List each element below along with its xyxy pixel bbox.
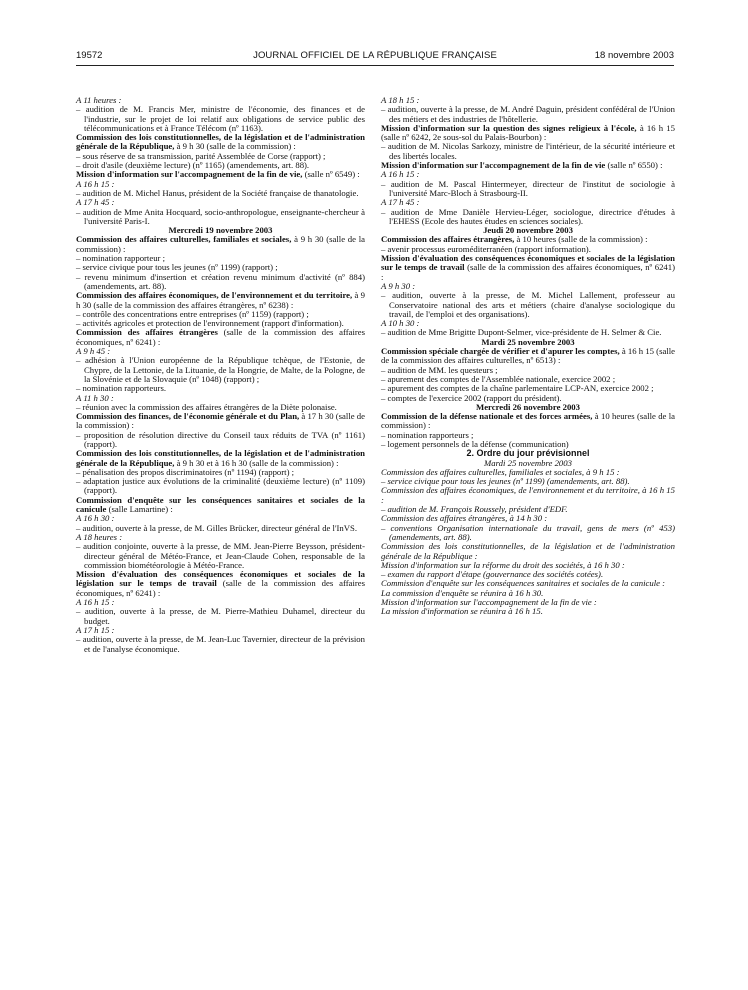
agenda-item: – contrôle des concentrations entre entreprises (nº 1159) (rapport) ; <box>76 308 309 319</box>
commission-name: Commission de la défense nationale et des forces armées, <box>381 411 593 422</box>
commission-heading <box>76 235 365 254</box>
agenda-item: – audition de Mme Danièle Hervieu-Léger, sociologue, directrice d'études à l'EHESS (Ecole des hautes études en sciences sociales). <box>381 206 675 226</box>
agenda-item: – audition de M. Pascal Hintermeyer, directeur de l'institut de sociologie à l'université Marc-Bloch à Strasbourg-II. <box>381 178 675 198</box>
commission-name: Commission des finances, de l'économie générale et du Plan, <box>76 411 300 422</box>
commission-heading <box>381 254 675 282</box>
day-heading: Mardi 25 novembre 2003 <box>481 336 575 347</box>
agenda-item: – revenu minimum d'insertion et création revenu minimum d'activité (nº 884) (amendements, art. 88). <box>76 271 365 291</box>
day-heading: Mercredi 19 novembre 2003 <box>168 225 273 236</box>
agenda-item: – avenir processus euroméditerranéen (rapport information). <box>381 243 591 254</box>
commission-heading <box>76 496 365 515</box>
agenda-item: – logement personnels de la défense (communication) <box>381 438 569 449</box>
agenda-item: – service civique pour tous les jeunes (nº 1199) (amendements, art. 88). <box>381 476 630 487</box>
meeting-note: Mission d'information sur la réforme du droit des sociétés, à 16 h 30 : <box>381 559 625 570</box>
time-slot: A 9 h 45 : <box>76 346 111 357</box>
agenda-item: – proposition de résolution directive du Conseil taux réduits de TVA (nº 1161) (rapport). <box>76 429 365 449</box>
commission-heading <box>76 291 365 310</box>
agenda-item: – audition, ouverte à la presse, de M. Jean-Luc Tavernier, directeur de la prévision et de l'analyse économique. <box>76 634 365 654</box>
time-slot: A 17 h 45 : <box>76 197 115 208</box>
meeting-note: La commission d'enquête se réunira à 16 h 30. <box>381 587 544 598</box>
agenda-item: – audition de M. Nicolas Sarkozy, ministre de l'intérieur, de la sécurité intérieure et des libertés locales. <box>381 141 675 161</box>
commission-heading <box>381 347 675 366</box>
time-slot: A 16 h 15 : <box>76 597 115 608</box>
left-column <box>76 96 365 654</box>
agenda-item: – apurement des comptes de l'Assemblée nationale, exercice 2002 ; <box>381 373 616 384</box>
section-title: 2. Ordre du jour prévisionnel <box>466 448 590 459</box>
commission-heading: Commission des affaires économiques, de l'environnement et du territoire, à 16 h 15 : <box>381 485 675 505</box>
meeting-note: La mission d'information se réunira à 16 h 15. <box>381 606 543 617</box>
time-slot: A 9 h 30 : <box>381 280 416 291</box>
agenda-item: – audition de M. François Roussely, président d'EDF. <box>381 504 568 515</box>
session-details: à 17 h 30 (salle de la commission) : <box>76 411 365 431</box>
session-details: (salle Lamartine) : <box>106 504 173 515</box>
agenda-item: – conventions Organisation internationale du travail, gens de mers (nº 453) (amendements, art. 88). <box>381 522 675 542</box>
session-details: à 9 h 30 (salle de la commission) : <box>76 234 366 254</box>
right-column <box>381 96 675 617</box>
commission-heading <box>76 170 365 179</box>
agenda-item: – droit d'asile (deuxième lecture) (nº 1165) (amendements, art. 88). <box>76 160 310 171</box>
agenda-item: – service civique pour tous les jeunes (nº 1199) (rapport) ; <box>76 262 278 273</box>
agenda-item: – sous réserve de sa transmission, parité Assemblée de Corse (rapport) ; <box>76 150 326 161</box>
commission-heading <box>76 449 365 468</box>
time-slot: A 16 h 15 : <box>76 178 115 189</box>
commission-name: Mission d'information sur l'accompagnement de la fin de vie, <box>76 169 303 180</box>
agenda-item: – audition de M. Francis Mer, ministre de l'économie, des finances et de l'industrie, sur le projet de loi relatif aux obligations de service public des télécommunications et à France Télécom (nº 1163). <box>76 104 365 133</box>
agenda-item: – audition de Mme Anita Hocquard, socio-anthropologue, enseignante-chercheur à l'université Paris-I. <box>76 206 365 226</box>
session-details: à 9 h 30 et à 16 h 30 (salle de la commission) : <box>174 457 339 468</box>
page-number: 19572 <box>76 50 103 61</box>
session-details: à 9 h 30 (salle de la commission) : <box>174 141 296 152</box>
session-details: à 10 heures (salle de la commission) : <box>514 234 648 245</box>
agenda-item: – audition, ouverte à la presse, de M. Pierre-Mathieu Duhamel, directeur du budget. <box>76 606 365 626</box>
commission-heading: Commission des affaires étrangères, à 14 h 30 : <box>381 513 548 524</box>
commission-name: Commission spéciale chargée de vérifier et d'apurer les comptes, <box>381 346 620 357</box>
agenda-item: – adaptation justice aux évolutions de la criminalité (deuxième lecture) (nº 1109) (rapport). <box>76 476 365 496</box>
time-slot: A 16 h 30 : <box>76 513 115 524</box>
time-slot: A 18 heures : <box>76 531 123 542</box>
agenda-item: – activités agricoles et protection de l'environnement (rapport d'information). <box>76 318 344 329</box>
commission-heading <box>381 412 675 431</box>
agenda-item: – audition de MM. les questeurs ; <box>381 364 498 375</box>
agenda-item: – audition de Mme Brigitte Dupont-Selmer, vice-présidente de H. Selmer & Cie. <box>381 327 662 338</box>
time-slot: A 16 h 15 : <box>381 169 420 180</box>
commission-heading <box>76 133 365 152</box>
time-slot: A 11 h 30 : <box>76 392 114 403</box>
session-details: à 9 h 30 (salle de la commission des affaires étrangères, nº 6238) : <box>76 290 366 310</box>
commission-name: Commission des affaires étrangères <box>76 327 218 338</box>
agenda-item: – pénalisation des propos discriminatoires (nº 1194) (rapport) ; <box>76 466 295 477</box>
time-slot: A 18 h 15 : <box>381 95 420 105</box>
commission-name: Mission d'information sur l'accompagnement de la fin de vie <box>381 160 606 171</box>
agenda-item: – audition de M. Michel Hanus, président de la Société française de thanatologie. <box>76 187 359 198</box>
agenda-item: – comptes de l'exercice 2002 (rapport du président). <box>381 392 562 403</box>
day-heading: Jeudi 20 novembre 2003 <box>483 225 573 236</box>
session-details: à 10 heures (salle de la commission) : <box>381 411 676 431</box>
session-details: (salle de la commission des affaires économiques, nº 6241) : <box>76 327 365 347</box>
agenda-item: – nomination rapporteurs ; <box>381 429 474 440</box>
day-heading: Mercredi 26 novembre 2003 <box>476 401 580 412</box>
commission-name: Commission des lois constitutionnelles, de la législation et de l'administration générale de la République, <box>76 132 365 152</box>
time-slot: A 11 heures : <box>76 95 122 105</box>
commission-name: Commission des lois constitutionnelles, de la législation et de l'administration générale de la République, <box>76 448 365 468</box>
header-rule <box>76 65 674 66</box>
session-details: (salle nº 6549) : <box>302 169 360 180</box>
commission-heading: Commission des lois constitutionnelles, de la législation et de l'administration générale de la République : <box>381 541 675 561</box>
agenda-item: – audition, ouverte à la presse, de M. André Daguin, président confédéral de l'Union des métiers et des industries de l'hôtellerie. <box>381 104 675 124</box>
agenda-item: – nomination rapporteur ; <box>76 253 166 264</box>
session-details: (salle nº 6550) : <box>605 160 663 171</box>
agenda-item: – nomination rapporteurs. <box>76 383 166 394</box>
agenda-item: – examen du rapport d'étape (gouvernance des sociétés cotées). <box>381 569 604 580</box>
session-details: (salle de la commission des affaires économiques, nº 6241) : <box>76 578 365 598</box>
time-slot: A 17 h 15 : <box>76 624 115 635</box>
commission-name: Commission d'enquête sur les conséquences sanitaires et sociales de la canicule <box>76 494 365 515</box>
agenda-item: – adhésion à l'Union européenne de la République tchèque, de l'Estonie, de Chypre, de la Lettonie, de la Lituanie, de la Hongrie, de Malte, de la Pologne, de la Slovénie et de la Slovaquie (nº 1048) (rapport) ; <box>76 355 365 384</box>
commission-heading: Mission d'information sur l'accompagnement de la fin de vie : <box>381 597 597 608</box>
section-date: Mardi 25 novembre 2003 <box>484 457 572 468</box>
session-details: (salle de la commission des affaires économiques, nº 6241) : <box>381 262 675 282</box>
time-slot: A 10 h 30 : <box>381 318 420 329</box>
commission-name: Mission d'évaluation des conséquences économiques et sociales de la législation sur le temps de travail <box>381 253 675 273</box>
commission-heading: Commission des affaires culturelles, familiales et sociales, à 9 h 15 : <box>381 466 620 477</box>
journal-title: JOURNAL OFFICIEL DE LA RÉPUBLIQUE FRANÇAISE <box>253 50 497 61</box>
commission-name: Mission d'évaluation des conséquences économiques et sociales de la législation sur le temps de travail <box>76 569 365 589</box>
agenda-item: – audition, ouverte à la presse, de M. Gilles Brücker, directeur général de l'InVS. <box>76 522 358 533</box>
commission-heading <box>76 328 365 347</box>
commission-name: Commission des affaires économiques, de l'environnement et du territoire, <box>76 290 353 301</box>
agenda-item: – audition, ouverte à la presse, de M. Michel Lallement, professeur au Conservatoire national des arts et métiers (chaire d'analyse sociologique du travail, de l'emploi et des organisations). <box>381 290 675 319</box>
session-details: à 16 h 15 (salle de la commission des affaires culturelles, nº 6513) : <box>381 346 675 366</box>
agenda-item: – audition conjointe, ouverte à la presse, de MM. Jean-Pierre Beysson, président-directeur général de Météo-France, et Jean-Claude Cohen, responsable de la commission biométéorologie à Météo-France. <box>76 541 365 570</box>
time-slot: A 17 h 45 : <box>381 197 420 208</box>
commission-heading <box>76 570 365 598</box>
commission-heading <box>381 124 675 143</box>
agenda-item: – apurement des comptes de la chaîne parlementaire LCP-AN, exercice 2002 ; <box>381 383 654 394</box>
commission-name: Commission des affaires étrangères, <box>381 234 515 245</box>
commission-heading: Commission d'enquête sur les conséquences sanitaires et sociales de la canicule : <box>381 578 666 589</box>
session-details: à 16 h 15 (salle nº 6242, 2e sous-sol du Palais-Bourbon) : <box>381 122 675 143</box>
issue-date: 18 novembre 2003 <box>594 50 674 61</box>
commission-heading <box>76 412 365 431</box>
agenda-item: – réunion avec la commission des affaires étrangères de la Diète polonaise. <box>76 401 337 412</box>
page-header <box>76 50 674 64</box>
commission-name: Commission des affaires culturelles, familiales et sociales, <box>76 234 292 245</box>
commission-name: Mission d'information sur la question des signes religieux à l'école, <box>381 122 637 133</box>
commission-heading <box>381 161 675 170</box>
